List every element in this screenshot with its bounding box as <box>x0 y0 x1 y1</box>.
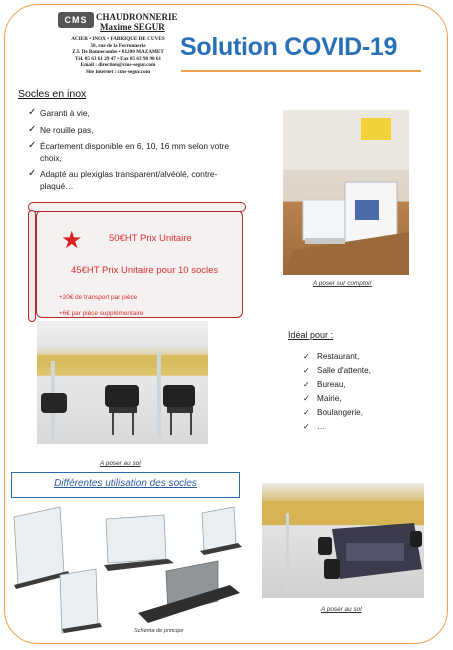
check-icon: ✓ <box>303 394 310 403</box>
ideal-text: Bureau, <box>317 380 346 389</box>
feature-text: Écartement disponible en 6, 10, 16 mm selon votre choix, <box>40 141 230 163</box>
page-title: Solution COVID-19 <box>180 33 398 61</box>
floor-photo-2-art <box>262 483 424 598</box>
check-icon: ✓ <box>28 123 37 135</box>
schema-caption: Schéma de principe <box>134 628 184 634</box>
floor-caption-1: A poser au sol <box>100 460 141 467</box>
ideal-text: … <box>317 422 326 431</box>
address-line: Z.I. De Bonnecombe • 81200 MAZAMET <box>72 49 164 56</box>
ideal-title: Idéal pour : <box>288 330 334 340</box>
check-icon: ✓ <box>303 380 310 389</box>
address-line: Tél. 05 63 61 29 47 • Fax 05 63 98 90 61 <box>74 55 162 62</box>
address-line: 50, rue de la Ferronnerie <box>90 42 146 49</box>
usages-title-box <box>11 472 240 498</box>
price-banner-body <box>36 210 243 318</box>
feature-item <box>28 125 248 137</box>
feature-item <box>28 108 248 120</box>
ideal-text: Restaurant, <box>317 352 360 361</box>
check-icon: ✓ <box>28 107 37 118</box>
floor-photo-2 <box>262 483 424 598</box>
ideal-text: Boulangerie, <box>317 408 363 417</box>
address-line: Site internet : cms-segur.com <box>85 68 151 75</box>
check-icon: ✓ <box>303 408 310 417</box>
ideal-text: Mairie, <box>317 394 342 403</box>
counter-photo <box>283 110 409 275</box>
transport-fee: +20€ de transport par pièce <box>59 294 138 301</box>
check-icon: ✓ <box>303 422 310 431</box>
title-underline <box>181 70 421 72</box>
address-line: Email : direction@cms-segur.com <box>80 62 156 69</box>
ideal-item <box>303 406 371 420</box>
feature-item <box>28 169 248 192</box>
counter-caption: A poser sur comptoir <box>313 280 372 287</box>
star-icon: ★ <box>61 227 83 254</box>
ideal-item <box>303 378 371 392</box>
feature-list <box>28 108 248 197</box>
owner-name: Maxime SEGUR <box>100 22 165 32</box>
ideal-item <box>303 420 371 434</box>
feature-item <box>28 141 248 164</box>
ideal-item <box>303 350 371 364</box>
ideal-text: Salle d'attente, <box>317 366 371 375</box>
check-icon: ✓ <box>28 140 37 151</box>
usages-title: Différentes utilisation des socles <box>54 478 197 489</box>
check-icon: ✓ <box>28 168 37 179</box>
company-address <box>54 36 182 76</box>
feature-text: Ne rouille pas, <box>40 124 94 135</box>
check-icon: ✓ <box>303 366 310 375</box>
check-icon: ✓ <box>303 352 310 361</box>
company-name: CHAUDRONNERIE <box>96 12 178 22</box>
schema-diagram <box>8 505 248 635</box>
price-banner <box>28 200 246 322</box>
address-line: ACIER • INOX • FABRIQUE DE CUVES <box>71 36 165 42</box>
floor-photo-1-art <box>37 321 208 444</box>
counter-photo-art <box>283 110 409 275</box>
scroll-left-roll <box>28 210 36 322</box>
unit-price: 50€HT Prix Unitaire <box>109 233 192 244</box>
scroll-top-roll <box>28 202 246 212</box>
company-block <box>58 12 178 32</box>
extra-fee: +6€ par pièce supplémentaire <box>59 310 144 317</box>
feature-text: Adapté au plexiglas transparent/alvéolé, contre-plaqué… <box>40 169 218 191</box>
floor-caption-2: A poser au sol <box>321 606 362 613</box>
section-title: Socles en inox <box>18 88 87 100</box>
ideal-item <box>303 364 371 378</box>
feature-text: Garanti à vie, <box>40 108 90 118</box>
bulk-price: 45€HT Prix Unitaire pour 10 socles <box>71 265 219 276</box>
ideal-item <box>303 392 371 406</box>
company-logo: CMS <box>58 12 94 28</box>
ideal-list <box>303 350 371 434</box>
floor-photo-1 <box>37 321 208 444</box>
